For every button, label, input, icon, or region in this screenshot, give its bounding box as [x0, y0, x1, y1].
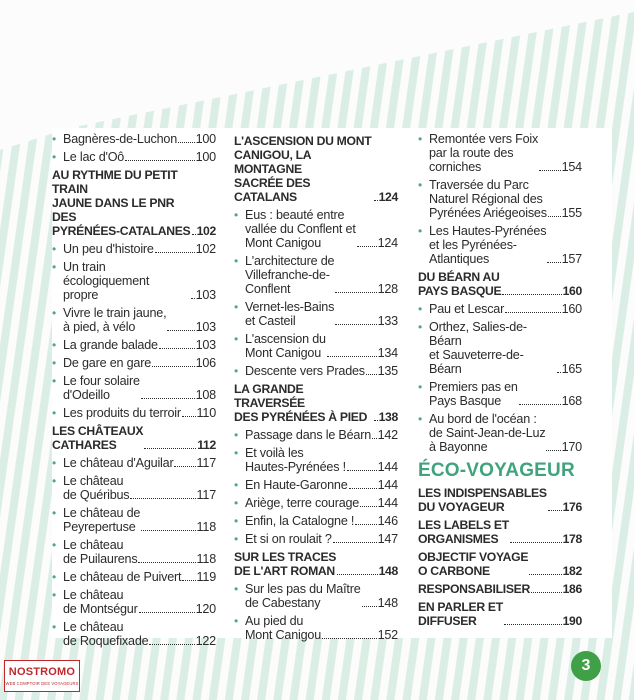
toc-entry: [52, 338, 216, 352]
dot-leader: [130, 498, 195, 499]
entry-text: [245, 300, 398, 328]
entry-page-number: 100: [195, 150, 216, 164]
entry-label: LES INDISPENSABLES DU VOYAGEUR: [418, 486, 547, 514]
dot-leader: [327, 356, 377, 357]
dot-leader: [510, 542, 562, 543]
entry-label: Orthez, Salies-de-Béarn et Sauveterre-de-Béarn: [429, 320, 527, 376]
entry-page-number: 142: [377, 428, 398, 442]
entry-label: Traversée du Parc Naturel Régional des Pyrénées Ariégeoises: [429, 178, 547, 220]
dot-leader: [141, 530, 195, 531]
entry-text: [429, 320, 582, 376]
bullet-icon: •: [52, 356, 57, 370]
toc-entry: [418, 320, 582, 376]
dot-leader: [502, 294, 561, 295]
bullet-icon: •: [418, 132, 423, 146]
toc-entry: [52, 406, 216, 420]
entry-text: [429, 224, 582, 266]
entry-text: [245, 446, 398, 474]
entry-label: Premiers pas en Pays Basque: [429, 380, 518, 408]
dot-leader: [182, 580, 195, 581]
toc-entry: [234, 208, 398, 250]
entry-text: [418, 518, 582, 546]
entry-label: L'ASCENSION DU MONT CANIGOU, LA MONTAGNE SACRÉE DES CATALANS: [234, 134, 372, 204]
entry-page-number: 186: [562, 582, 582, 596]
dot-leader: [192, 234, 196, 235]
entry-text: [63, 150, 216, 164]
dot-leader: [557, 372, 561, 373]
entry-text: [63, 132, 216, 146]
dot-leader: [529, 574, 561, 575]
dot-leader: [548, 510, 562, 511]
bullet-icon: •: [418, 178, 423, 192]
dot-leader: [178, 142, 195, 143]
toc-entry: [52, 306, 216, 334]
entry-text: [52, 168, 216, 238]
dot-leader: [337, 574, 377, 575]
toc-entry: [234, 496, 398, 510]
dot-leader: [372, 438, 377, 439]
entry-text: [245, 614, 398, 642]
entry-text: [63, 620, 216, 648]
entry-label: OBJECTIF VOYAGE O CARBONE: [418, 550, 529, 578]
entry-label: Bagnères-de-Luchon: [63, 132, 178, 146]
entry-label: Les Hautes-Pyrénées et les Pyrénées- Atlantiques: [429, 224, 547, 266]
bullet-icon: •: [234, 300, 239, 314]
toc-entry: [52, 474, 216, 502]
entry-page-number: 119: [196, 570, 216, 584]
entry-text: [418, 486, 582, 514]
entry-label: Un peu d'histoire: [63, 242, 154, 256]
dot-leader: [174, 466, 195, 467]
entry-text: [234, 550, 398, 578]
entry-text: [245, 208, 398, 250]
entry-label: DU BÉARN AU PAYS BASQUE: [418, 270, 502, 298]
toc-entry: [234, 614, 398, 642]
bullet-icon: •: [52, 620, 57, 634]
toc-entry: [52, 456, 216, 470]
entry-page-number: 155: [561, 206, 582, 220]
entry-text: [63, 570, 216, 584]
logo-brand: NOSTROMO: [8, 666, 76, 678]
dot-leader: [149, 644, 194, 645]
dot-leader: [141, 398, 195, 399]
entry-page-number: 176: [562, 500, 582, 514]
dot-leader: [374, 420, 378, 421]
entry-label: AU RYTHME DU PETIT TRAIN JAUNE DANS LE PNR DES PYRÉNÉES-CATALANES: [52, 168, 191, 238]
entry-page-number: 147: [377, 532, 398, 546]
entry-text: [63, 356, 216, 370]
dot-leader: [546, 450, 560, 451]
bullet-icon: •: [52, 538, 57, 552]
entry-page-number: 122: [195, 634, 216, 648]
entry-label: EN PARLER ET DIFFUSER: [418, 600, 503, 628]
entry-page-number: 165: [561, 362, 582, 376]
section-title: ÉCO-VOYAGEUR: [418, 460, 575, 481]
entry-page-number: 133: [377, 314, 398, 328]
entry-page-number: 170: [561, 440, 582, 454]
dot-leader: [531, 592, 562, 593]
dot-leader: [357, 246, 377, 247]
entry-text: [245, 496, 398, 510]
entry-page-number: 182: [562, 564, 582, 578]
toc-heading: [418, 550, 582, 578]
bullet-icon: •: [52, 338, 57, 352]
entry-text: [418, 600, 582, 628]
toc-entry: [234, 428, 398, 442]
entry-page-number: 134: [377, 346, 398, 360]
entry-label: LES LABELS ET ORGANISMES: [418, 518, 509, 546]
entry-label: LA GRANDE TRAVERSÉE DES PYRÉNÉES À PIED: [234, 382, 368, 424]
dot-leader: [155, 252, 195, 253]
dot-leader: [191, 298, 195, 299]
entry-label: Un train écologiquement propre: [63, 260, 150, 302]
dot-leader: [333, 542, 377, 543]
toc-entry: [234, 332, 398, 360]
entry-page-number: 100: [195, 132, 216, 146]
toc-entry: [234, 446, 398, 474]
entry-text: [245, 532, 398, 546]
entry-label: De gare en gare: [63, 356, 152, 370]
bullet-icon: •: [234, 478, 239, 492]
entry-page-number: 117: [196, 456, 216, 470]
dot-leader: [139, 612, 195, 613]
toc-heading: [234, 134, 398, 204]
entry-label: Descente vers Prades: [245, 364, 365, 378]
entry-page-number: 103: [195, 288, 216, 302]
dot-leader: [322, 638, 377, 639]
entry-text: [63, 260, 216, 302]
bullet-icon: •: [234, 614, 239, 628]
entry-label: Et voilà les Hautes-Pyrénées !: [245, 446, 346, 474]
entry-label: Remontée vers Foix par la route des corniches: [429, 132, 539, 174]
dot-leader: [335, 292, 376, 293]
dot-leader: [125, 160, 194, 161]
entry-page-number: 152: [377, 628, 398, 642]
toc-entry: [52, 242, 216, 256]
toc-entry: [418, 178, 582, 220]
toc-entry: [234, 300, 398, 328]
entry-page-number: 154: [561, 160, 582, 174]
entry-text: [245, 514, 398, 528]
entry-label: L'ascension du Mont Canigou: [245, 332, 326, 360]
bullet-icon: •: [234, 446, 239, 460]
entry-label: Passage dans le Béarn: [245, 428, 372, 442]
entry-label: Le château de Peyrepertuse: [63, 506, 141, 534]
nostromo-logo: [4, 660, 80, 692]
entry-label: Vernet-les-Bains et Casteil: [245, 300, 335, 328]
bullet-icon: •: [234, 514, 239, 528]
entry-label: La grande balade: [63, 338, 158, 352]
entry-label: Eus : beauté entre vallée du Conflent et Mont Canigou: [245, 208, 356, 250]
entry-page-number: 135: [377, 364, 398, 378]
entry-label: Ariège, terre courage: [245, 496, 360, 510]
bullet-icon: •: [52, 506, 57, 520]
entry-label: Et si on roulait ?: [245, 532, 332, 546]
entry-label: Le château de Puivert: [63, 570, 182, 584]
bullet-icon: •: [234, 582, 239, 596]
entry-text: [245, 364, 398, 378]
entry-text: [245, 478, 398, 492]
entry-text: [63, 588, 216, 616]
entry-page-number: 124: [378, 190, 398, 204]
bullet-icon: •: [52, 474, 57, 488]
dot-leader: [355, 524, 376, 525]
entry-page-number: 148: [378, 564, 398, 578]
entry-label: Le four solaire d'Odeillo: [63, 374, 140, 402]
bullet-icon: •: [234, 496, 239, 510]
bullet-icon: •: [234, 428, 239, 442]
toc-entry: [418, 302, 582, 316]
bullet-icon: •: [418, 380, 423, 394]
entry-text: [418, 550, 582, 578]
dot-leader: [360, 506, 376, 507]
bullet-icon: •: [52, 150, 57, 164]
entry-text: [245, 254, 398, 296]
toc-entry: [52, 538, 216, 566]
entry-page-number: 157: [561, 252, 582, 266]
entry-page-number: 112: [197, 438, 216, 452]
entry-page-number: 144: [377, 478, 398, 492]
entry-page-number: 103: [195, 338, 216, 352]
entry-text: [63, 456, 216, 470]
toc-column-2: [234, 132, 398, 646]
entry-page-number: 102: [196, 224, 216, 238]
toc-heading: [418, 518, 582, 546]
entry-label: Le château de Montségur: [63, 588, 138, 616]
bullet-icon: •: [234, 332, 239, 346]
entry-text: [63, 306, 216, 334]
dot-leader: [539, 170, 560, 171]
entry-label: Sur les pas du Maître de Cabestany: [245, 582, 361, 610]
bullet-icon: •: [234, 532, 239, 546]
entry-page-number: 103: [195, 320, 216, 334]
entry-text: [63, 538, 216, 566]
entry-label: En Haute-Garonne: [245, 478, 348, 492]
entry-label: RESPONSABILISER: [418, 582, 530, 596]
dot-leader: [374, 200, 378, 201]
toc-entry: [52, 570, 216, 584]
dot-leader: [548, 216, 561, 217]
page-number-badge: 3: [571, 651, 601, 681]
entry-text: [429, 178, 582, 220]
toc-heading: [418, 600, 582, 628]
toc-entry: [52, 588, 216, 616]
entry-label: L'architecture de Villefranche-de- Conflent: [245, 254, 335, 296]
dot-leader: [152, 366, 195, 367]
bullet-icon: •: [52, 306, 57, 320]
entry-label: Le château de Quéribus: [63, 474, 130, 502]
entry-page-number: 148: [377, 596, 398, 610]
toc-heading: [52, 168, 216, 238]
toc-heading: [418, 582, 582, 596]
entry-text: [418, 582, 582, 596]
toc-entry: [52, 356, 216, 370]
entry-page-number: 106: [195, 356, 216, 370]
toc-heading: [418, 270, 582, 298]
bullet-icon: •: [234, 364, 239, 378]
toc-entry: [418, 380, 582, 408]
entry-label: Au bord de l'océan : de Saint-Jean-de-Luz à Bayonne: [429, 412, 546, 454]
toc-heading: [418, 486, 582, 514]
entry-label: Le château d'Aguilar: [63, 456, 174, 470]
entry-label: Le château de Roquefixade: [63, 620, 149, 648]
toc-column-3: [418, 132, 582, 632]
dot-leader: [144, 448, 196, 449]
entry-label: Le lac d'Oô: [63, 150, 125, 164]
dot-leader: [362, 606, 377, 607]
toc-entry: [418, 224, 582, 266]
bullet-icon: •: [418, 302, 423, 316]
entry-label: Au pied du Mont Canigou: [245, 614, 322, 642]
entry-page-number: 128: [377, 282, 398, 296]
entry-text: [234, 134, 398, 204]
dot-leader: [138, 562, 195, 563]
toc-entry: [418, 412, 582, 454]
entry-text: [429, 380, 582, 408]
entry-text: [429, 412, 582, 454]
entry-page-number: 178: [562, 532, 582, 546]
bullet-icon: •: [52, 374, 57, 388]
entry-text: [63, 242, 216, 256]
toc-entry: [52, 260, 216, 302]
dot-leader: [335, 324, 376, 325]
entry-page-number: 117: [196, 488, 216, 502]
toc-entry: [234, 582, 398, 610]
dot-leader: [347, 470, 377, 471]
entry-text: [418, 270, 582, 298]
entry-label: LES CHÂTEAUX CATHARES: [52, 424, 144, 452]
entry-text: [245, 428, 398, 442]
dot-leader: [167, 330, 194, 331]
bullet-icon: •: [52, 132, 57, 146]
entry-text: [52, 424, 216, 452]
bullet-icon: •: [234, 208, 239, 222]
bullet-icon: •: [418, 412, 423, 426]
entry-page-number: 160: [562, 284, 582, 298]
entry-page-number: 168: [561, 394, 582, 408]
toc-heading: [234, 550, 398, 578]
entry-page-number: 144: [377, 496, 398, 510]
entry-text: [63, 406, 216, 420]
dot-leader: [505, 312, 560, 313]
bullet-icon: •: [52, 570, 57, 584]
entry-page-number: 138: [378, 410, 398, 424]
entry-label: Enfin, la Catalogne !: [245, 514, 355, 528]
entry-text: [429, 302, 582, 316]
toc-entry: [52, 150, 216, 164]
entry-text: [245, 332, 398, 360]
entry-text: [63, 474, 216, 502]
entry-label: Pau et Lescar: [429, 302, 505, 316]
bullet-icon: •: [52, 260, 57, 274]
entry-page-number: 190: [562, 614, 582, 628]
bullet-icon: •: [52, 588, 57, 602]
toc-heading: [52, 424, 216, 452]
entry-label: SUR LES TRACES DE L'ART ROMAN: [234, 550, 337, 578]
dot-leader: [519, 404, 561, 405]
bullet-icon: •: [234, 254, 239, 268]
entry-page-number: 108: [195, 388, 216, 402]
bullet-icon: •: [52, 406, 57, 420]
entry-text: [234, 382, 398, 424]
entry-text: [63, 506, 216, 534]
toc-heading: [234, 382, 398, 424]
bullet-icon: •: [418, 320, 423, 334]
entry-text: [429, 132, 582, 174]
dot-leader: [159, 348, 195, 349]
entry-text: [63, 374, 216, 402]
toc-entry: [52, 506, 216, 534]
entry-text: [245, 582, 398, 610]
toc-entry: [234, 478, 398, 492]
toc-entry: [234, 254, 398, 296]
toc-entry: [52, 132, 216, 146]
entry-label: Vivre le train jaune, à pied, à vélo: [63, 306, 167, 334]
bullet-icon: •: [418, 224, 423, 238]
entry-page-number: 124: [377, 236, 398, 250]
entry-label: Le château de Puilaurens: [63, 538, 138, 566]
entry-page-number: 144: [377, 460, 398, 474]
toc-entry: [234, 532, 398, 546]
toc-entry: [52, 374, 216, 402]
dot-leader: [349, 488, 377, 489]
entry-page-number: 118: [196, 520, 216, 534]
toc-entry: [234, 514, 398, 528]
toc-column-1: [52, 132, 216, 652]
dot-leader: [504, 624, 562, 625]
entry-page-number: 110: [196, 406, 216, 420]
toc-entry: [418, 132, 582, 174]
dot-leader: [182, 416, 196, 417]
dot-leader: [366, 374, 377, 375]
bullet-icon: •: [52, 456, 57, 470]
toc-entry: [234, 364, 398, 378]
entry-page-number: 160: [561, 302, 582, 316]
entry-label: Les produits du terroir: [63, 406, 181, 420]
entry-page-number: 102: [195, 242, 216, 256]
entry-page-number: 120: [195, 602, 216, 616]
toc-entry: [52, 620, 216, 648]
entry-page-number: 146: [377, 514, 398, 528]
dot-leader: [547, 262, 560, 263]
entry-text: [63, 338, 216, 352]
bullet-icon: •: [52, 242, 57, 256]
logo-tagline: WEB COMPTOIR DES VOYAGEURS: [5, 681, 79, 686]
entry-page-number: 118: [196, 552, 216, 566]
